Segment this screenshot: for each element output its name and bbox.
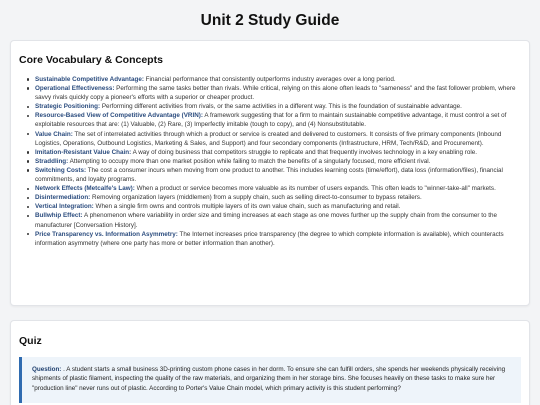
term-label: Bullwhip Effect: bbox=[35, 212, 83, 220]
list-item bbox=[19, 202, 521, 211]
term-label: Price Transparency vs. Information Asymmetry: bbox=[35, 230, 178, 238]
list-item bbox=[19, 102, 521, 111]
list-item bbox=[19, 211, 521, 229]
term-definition: Financial performance that consistently outperforms industry averages over a long period. bbox=[143, 76, 396, 83]
vocabulary-list bbox=[19, 75, 521, 248]
term-definition: A phenomenon where variability in order size and timing increases at each stage as one moves further up the supply chain from the consumer to the manufacturer [Conversation History]. bbox=[35, 212, 498, 229]
term-label: Resource-Based View of Competitive Advantage (VRIN): bbox=[35, 112, 203, 120]
term-definition: Performing different activities from rivals, or the same activities in a different way. This is the foundation of sustainable advantage. bbox=[100, 103, 462, 111]
term-definition: A way of doing business that competitors struggle to replicate and that frequently involves technology in a key enabling role. bbox=[131, 148, 478, 156]
term-label: Switching Costs: bbox=[35, 166, 87, 174]
term-definition: The cost a consumer incurs when moving from one product to another. This includes learning costs (time/effort), data loss (information/files), financial commitments, and loyalty programs. bbox=[35, 166, 503, 184]
term-label: Network Effects (Metcalfe's Law): bbox=[35, 185, 135, 193]
term-label: Value Chain: bbox=[35, 130, 73, 138]
list-item bbox=[19, 75, 521, 84]
list-item bbox=[19, 157, 521, 166]
list-item bbox=[19, 111, 521, 129]
term-definition: When a single firm owns and controls multiple layers of its own value chain, such as manufacturing and retail. bbox=[93, 203, 401, 211]
term-label: Sustainable Competitive Advantage: bbox=[35, 76, 144, 83]
term-definition: The Internet increases price transparency (the degree to which complete information is available), which counteracts information asymmetry (where one party has more or better information than another). bbox=[35, 230, 504, 247]
term-definition: The set of interrelated activities through which a product or service is created and delivered to customers. It consists of five primary components (Inbound Logistics, Operations, Outbound Logistics, Marketing & Sales, and Support) and four secondary components (Infrastructure, HRM, Tech/R&D, and Procurement). bbox=[35, 130, 502, 147]
list-item bbox=[19, 230, 521, 248]
quiz-heading: Quiz bbox=[19, 335, 42, 347]
term-label: Imitation-Resistant Value Chain: bbox=[35, 148, 132, 156]
term-label: Straddling: bbox=[35, 157, 69, 165]
term-label: Vertical Integration: bbox=[35, 203, 94, 211]
term-definition: Performing the same tasks better than rivals. While critical, relying on this alone often leads to "sameness" and the fast follower problem, where savvy rivals quickly copy a pioneer's efforts with a superior or cheaper product. bbox=[35, 85, 516, 102]
question-box bbox=[19, 357, 521, 403]
quiz-card bbox=[10, 320, 530, 405]
term-label: Operational Effectiveness: bbox=[35, 85, 115, 93]
list-item bbox=[19, 166, 521, 184]
term-definition: Attempting to occupy more than one market position while failing to match the benefits of a singularly focused, more efficient rival. bbox=[68, 157, 431, 165]
term-label: Strategic Positioning: bbox=[35, 103, 101, 111]
vocabulary-card bbox=[10, 40, 530, 306]
term-label: Disintermediation: bbox=[35, 194, 91, 202]
list-item bbox=[19, 130, 521, 148]
term-definition: When a product or service becomes more valuable as its number of users expands. This often leads to "winner-take-all" markets. bbox=[134, 185, 496, 193]
term-definition: Removing organization layers (middlemen) from a supply chain, such as selling direct-to-consumer to bypass retailers. bbox=[90, 194, 422, 202]
question-text: . A student starts a small business 3D-printing custom phone cases in her dorm. To ensure she can fulfill orders, she spends her weekends physically receiving shipments of plastic filament, inspecting the quality of the raw materials, and organizing them in her storage bins. She focuses heavily on these tasks to make sure her "production line" never runs out of plastic. According to Porter's Value Chain model, which primary activity is this student performing? bbox=[32, 366, 506, 392]
list-item bbox=[19, 184, 521, 193]
page-title: Unit 2 Study Guide bbox=[200, 12, 340, 29]
term-definition: A framework suggesting that for a firm to maintain sustainable competitive advantage, it must control a set of exploitable resources that are: (1) Valuable, (2) Rare, (3) Imperfectly imitable (tough to copy), and (4) Nonsubstitutable. bbox=[35, 112, 507, 129]
list-item bbox=[19, 84, 521, 102]
list-item bbox=[19, 193, 521, 202]
list-item bbox=[19, 148, 521, 157]
vocabulary-heading: Core Vocabulary & Concepts bbox=[19, 54, 163, 66]
question-label: Question: bbox=[32, 366, 62, 373]
